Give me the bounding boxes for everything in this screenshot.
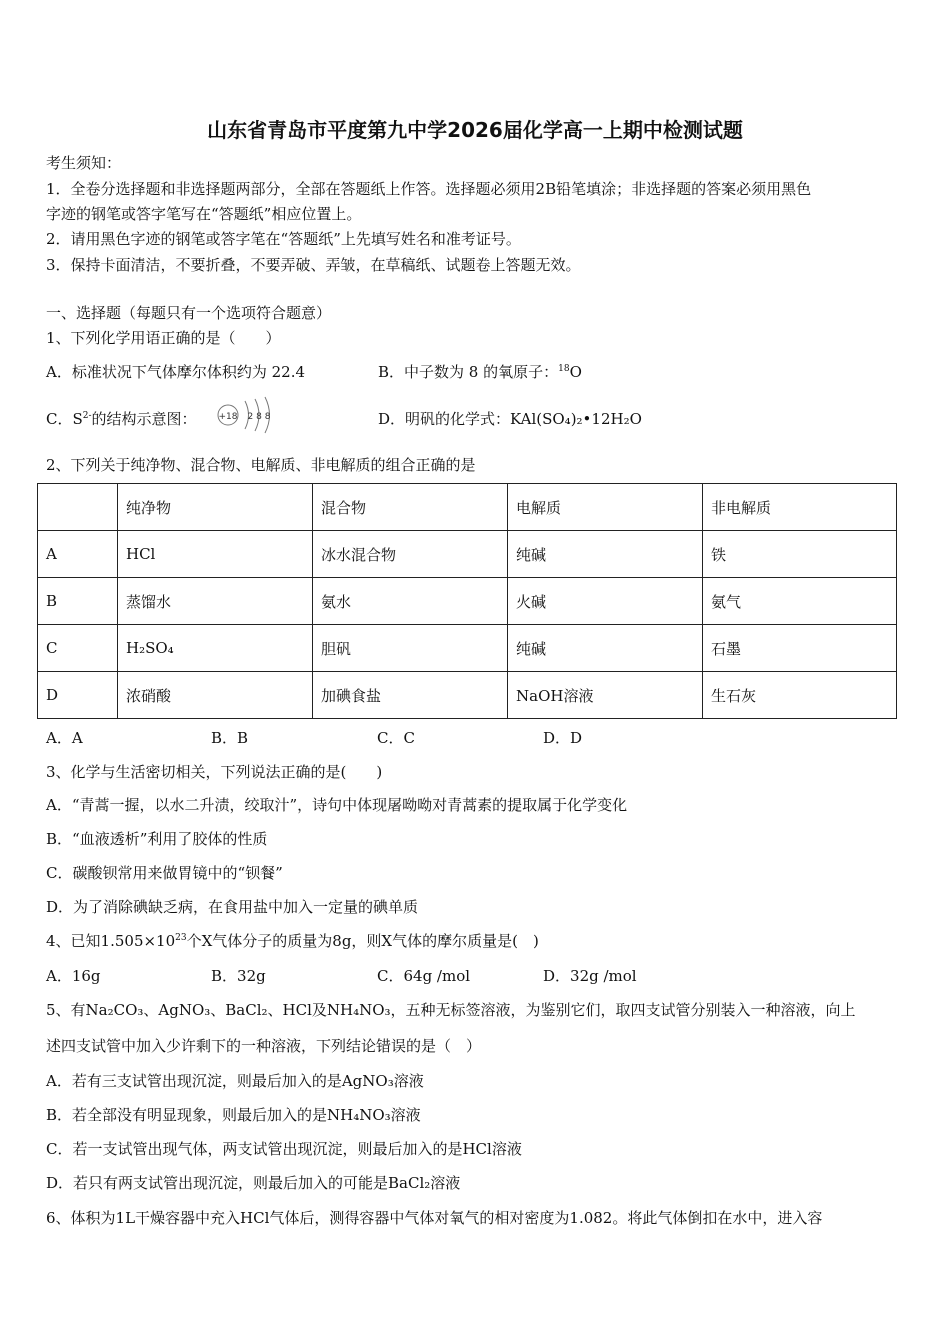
q5-stem: 5、有Na₂CO₃、AgNO₃、BaCl₂、HCl及NH₄NO₃，五种无标签溶液，为鉴别它们，取四支试管分别装入一种溶液，向上: [46, 1001, 856, 1019]
q3-option-c: C．碳酸钡常用来做胃镜中的“钡餐”: [46, 864, 283, 882]
table-cell: C: [38, 625, 118, 672]
q3-option-a: A．“青蒿一握，以水二升渍，绞取汁”，诗句中体现屠呦呦对青蒿素的提取属于化学变化: [46, 796, 628, 814]
table-row: [38, 672, 897, 719]
q2-option-b: B．B: [211, 729, 249, 747]
q4-stem: 4、已知$1.505\times 10^{23}$个X气体分子的质量为8g，则X气体的摩尔质量是( ): [46, 932, 539, 950]
table-header-cell: 电解质: [508, 484, 703, 531]
table-header-cell: 纯净物: [118, 484, 313, 531]
table-cell: 氨气: [703, 578, 897, 625]
q2-option-c: C．C: [377, 729, 415, 747]
table-header-row: [38, 484, 897, 531]
notice-item: 1．全卷分选择题和非选择题两部分，全部在答题纸上作答。选择题必须用2B铅笔填涂；非选择题的答案必须用黑色: [46, 180, 812, 198]
table-cell: 石墨: [703, 625, 897, 672]
q6-stem: 6、体积为1L干燥容器中充入HCl气体后，测得容器中气体对氧气的相对密度为1.082。将此气体倒扣在水中，进入容: [46, 1209, 823, 1227]
q3-option-b: B．“血液透析”利用了胶体的性质: [46, 830, 268, 848]
q3-option-d: D．为了消除碘缺乏病，在食用盐中加入一定量的碘单质: [46, 898, 419, 916]
table-row: [38, 531, 897, 578]
q5-option-d: D．若只有两支试管出现沉淀，则最后加入的可能是BaCl₂溶液: [46, 1174, 461, 1192]
notice-item: 3．保持卡面清洁，不要折叠，不要弄破、弄皱，在草稿纸、试题卷上答题无效。: [46, 256, 581, 274]
q5-option-b: B．若全部没有明显现象，则最后加入的是NH₄NO₃溶液: [46, 1106, 421, 1124]
table-cell: H₂SO₄: [118, 625, 313, 672]
table-cell: 铁: [703, 531, 897, 578]
table-cell: B: [38, 578, 118, 625]
q2-stem: 2、下列关于纯净物、混合物、电解质、非电解质的组合正确的是: [46, 456, 476, 474]
table-cell: D: [38, 672, 118, 719]
page-title: 山东省青岛市平度第九中学2026届化学高一上期中检测试题: [207, 118, 743, 142]
q2-option-a: A．A: [46, 729, 83, 747]
table-header-cell: [38, 484, 118, 531]
notice-item: 字迹的钢笔或答字笔写在“答题纸”相应位置上。: [46, 205, 362, 223]
table-row: [38, 625, 897, 672]
notice-heading: 考生须知：: [46, 154, 122, 172]
q2-option-d: D．D: [543, 729, 583, 747]
table-cell: A: [38, 531, 118, 578]
q5-option-a: A．若有三支试管出现沉淀，则最后加入的是AgNO₃溶液: [46, 1072, 424, 1090]
table-cell: 胆矾: [313, 625, 508, 672]
table-cell: 生石灰: [703, 672, 897, 719]
q5-option-c: C．若一支试管出现气体，两支试管出现沉淀，则最后加入的是HCl溶液: [46, 1140, 522, 1158]
table-cell: 氨水: [313, 578, 508, 625]
table-header-cell: 混合物: [313, 484, 508, 531]
table-header-cell: 非电解质: [703, 484, 897, 531]
q4-option-b: B．32g: [211, 967, 266, 985]
table-row: [38, 578, 897, 625]
atom-structure-diagram: [215, 395, 281, 435]
table-cell: 浓硝酸: [118, 672, 313, 719]
atom-shells: 2 8 8: [247, 412, 271, 422]
q1-option-a: A．标准状况下气体摩尔体积约为 22.4: [46, 363, 306, 381]
table-cell: 蒸馏水: [118, 578, 313, 625]
q1-option-d: D．明矾的化学式：KAl(SO₄)₂•12H₂O: [378, 410, 642, 428]
table-cell: NaOH溶液: [508, 672, 703, 719]
notice-item: 2．请用黑色字迹的钢笔或答字笔在“答题纸”上先填写姓名和准考证号。: [46, 230, 521, 248]
q1-stem: 1、下列化学用语正确的是（ ）: [46, 329, 281, 347]
table-cell: 冰水混合物: [313, 531, 508, 578]
atom-nucleus: +18: [218, 412, 238, 422]
classification-table: [37, 483, 897, 719]
section-heading: 一、选择题（每题只有一个选项符合题意）: [46, 304, 332, 322]
q4-option-a: A．16g: [46, 967, 101, 985]
table-cell: 加碘食盐: [313, 672, 508, 719]
q1-option-c: C．$S^{2-}$的结构示意图：: [46, 410, 197, 428]
q1-option-b: B．中子数为 8 的氧原子：$^{18}$O: [378, 363, 582, 381]
q4-option-d: D．32g /mol: [543, 967, 637, 985]
table-cell: 纯碱: [508, 625, 703, 672]
q3-stem: 3、化学与生活密切相关，下列说法正确的是( ): [46, 763, 383, 781]
table-cell: 火碱: [508, 578, 703, 625]
q4-option-c: C．64g /mol: [377, 967, 471, 985]
table-cell: HCl: [118, 531, 313, 578]
table-cell: 纯碱: [508, 531, 703, 578]
q5-stem-cont: 述四支试管中加入少许剩下的一种溶液，下列结论错误的是（ ）: [46, 1037, 482, 1055]
